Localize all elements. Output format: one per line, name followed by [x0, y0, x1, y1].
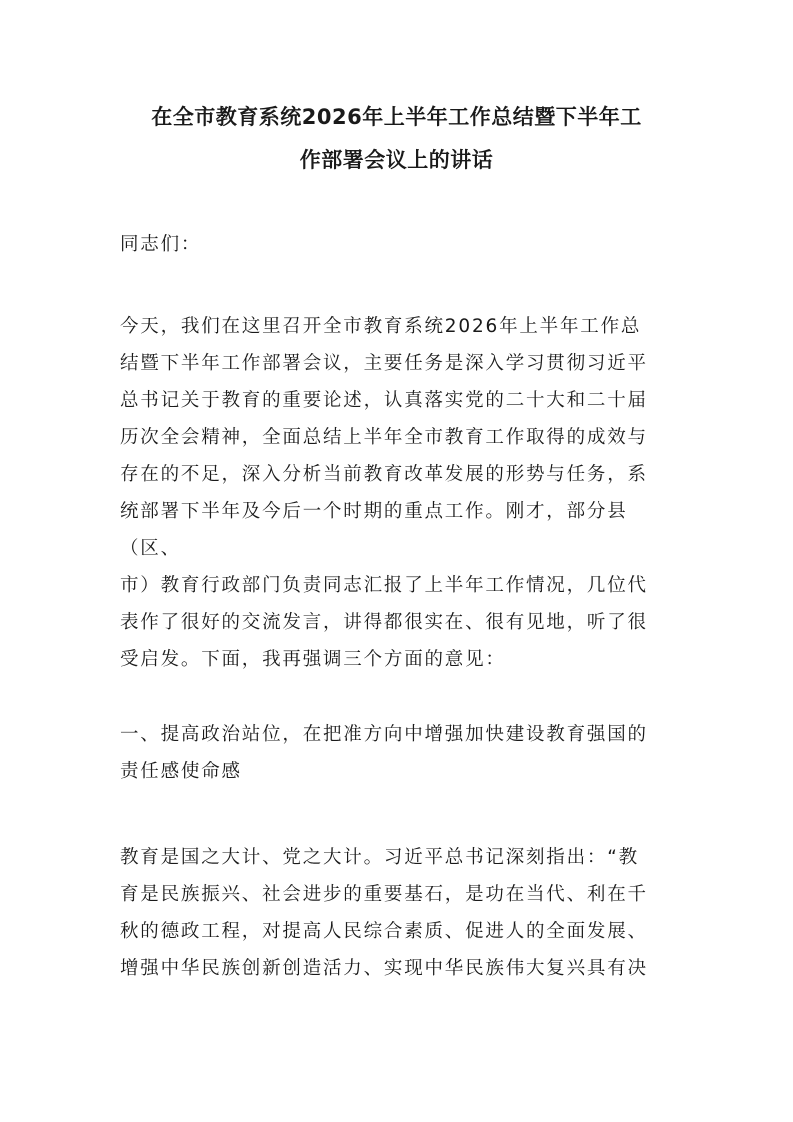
paragraph-section-1: 教育是国之大计、党之大计。习近平总书记深刻指出：“教 育是民族振兴、社会进步的重要基石，是功在当代、利在千 秋的德政工程，对提高人民综合素质、促进人的全面发展、 增强中华民族创新创造活力、实现中华民族伟大复兴具有决 [120, 847, 648, 979]
section-heading-1: 一、提高政治站位，在把准方向中增强加快建设教育强国的 责任感使命感 [120, 724, 648, 782]
document-title: 在全市教育系统2026年上半年工作总结暨下半年工 作部署会议上的讲话 [151, 105, 642, 172]
greeting-text: 同志们： [120, 234, 202, 255]
paragraph-intro: 今天，我们在这里召开全市教育系统2026年上半年工作总 结暨下半年工作部署会议，主要任务是深入学习贯彻习近平 总书记关于教育的重要论述，认真落实党的二十大和二十届 历次全会精神，全面总结上半年全市教育工作取得的成效与 存在的不足，深入分析当前教育改革发展的形势与任务，系 统部署下半年及今后一个时期的重点工作。刚才，部分县（区、 市）教育行政部门负责同志汇报了上半年工作情况，几位代 表作了很好的交流发言，讲得都很实在、很有见地，听了很 受启发。下面，我再强调三个方面的意见： [120, 316, 648, 670]
